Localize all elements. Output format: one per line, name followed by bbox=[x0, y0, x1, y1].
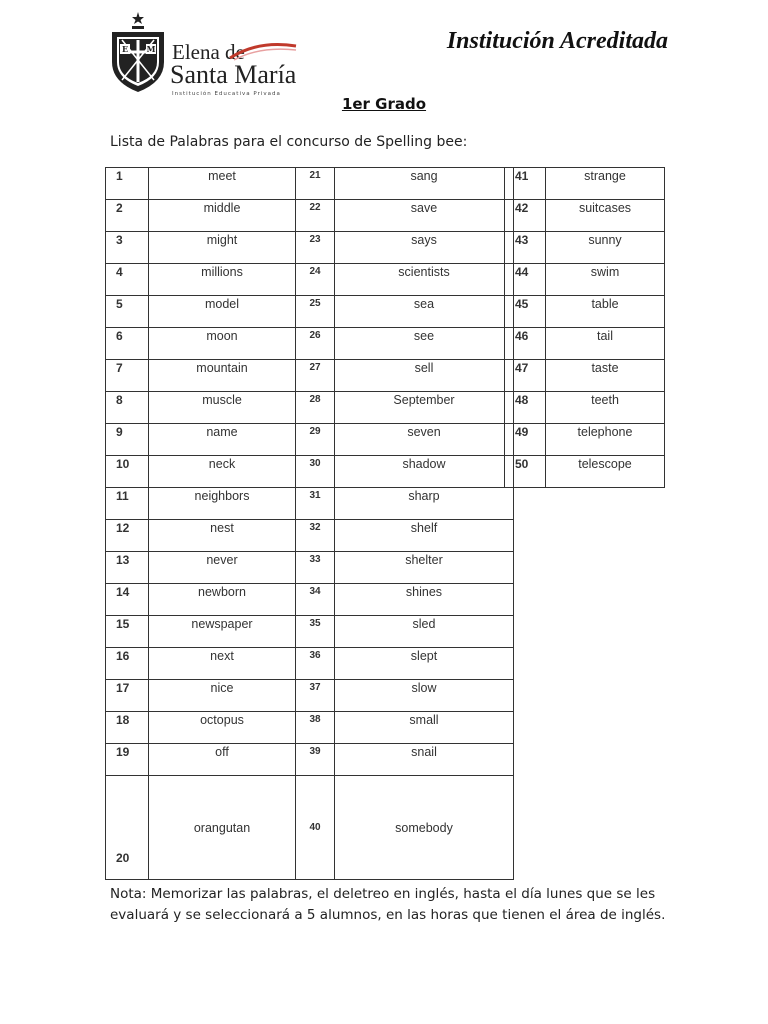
word-number: 25 bbox=[296, 296, 335, 328]
word-number: 23 bbox=[296, 232, 335, 264]
table-row bbox=[106, 680, 514, 712]
word-number: 40 bbox=[296, 776, 335, 880]
word-number: 29 bbox=[296, 424, 335, 456]
word-number: 9 bbox=[106, 424, 149, 456]
word-number: 16 bbox=[106, 648, 149, 680]
word-cell: shelter bbox=[335, 552, 514, 584]
table-row bbox=[106, 520, 514, 552]
intro-text: Lista de Palabras para el concurso de Spelling bee: bbox=[110, 134, 468, 150]
word-table-side bbox=[504, 167, 665, 488]
word-cell: seven bbox=[335, 424, 514, 456]
word-number: 42 bbox=[505, 200, 546, 232]
word-number: 2 bbox=[106, 200, 149, 232]
word-number: 18 bbox=[106, 712, 149, 744]
logo-swoosh-icon bbox=[228, 38, 298, 62]
word-number: 39 bbox=[296, 744, 335, 776]
word-cell: scientists bbox=[335, 264, 514, 296]
word-cell: taste bbox=[546, 360, 665, 392]
word-cell: sell bbox=[335, 360, 514, 392]
word-number: 21 bbox=[296, 168, 335, 200]
table-row bbox=[106, 360, 514, 392]
word-cell: mountain bbox=[149, 360, 296, 392]
word-cell: nice bbox=[149, 680, 296, 712]
svg-text:E: E bbox=[121, 44, 129, 54]
table-row bbox=[505, 360, 665, 392]
logo-name-line1: Elena de bbox=[172, 40, 245, 64]
word-cell: shelf bbox=[335, 520, 514, 552]
word-number: 1 bbox=[106, 168, 149, 200]
word-cell: small bbox=[335, 712, 514, 744]
word-number: 26 bbox=[296, 328, 335, 360]
word-cell: moon bbox=[149, 328, 296, 360]
word-cell: slept bbox=[335, 648, 514, 680]
table-row bbox=[106, 200, 514, 232]
word-number: 20 bbox=[106, 776, 149, 880]
word-cell: table bbox=[546, 296, 665, 328]
word-cell: might bbox=[149, 232, 296, 264]
word-number: 33 bbox=[296, 552, 335, 584]
word-cell: telephone bbox=[546, 424, 665, 456]
word-number: 28 bbox=[296, 392, 335, 424]
word-cell: September bbox=[335, 392, 514, 424]
note-text: Nota: Memorizar las palabras, el deletreo en inglés, hasta el día lunes que se les evaluará y se seleccionará a 5 alumnos, en las horas que tienen el área de inglés. bbox=[110, 886, 666, 923]
word-number: 4 bbox=[106, 264, 149, 296]
table-row bbox=[106, 264, 514, 296]
word-cell: name bbox=[149, 424, 296, 456]
word-cell: swim bbox=[546, 264, 665, 296]
school-logo bbox=[108, 10, 298, 97]
table-row bbox=[505, 200, 665, 232]
word-number: 49 bbox=[505, 424, 546, 456]
word-cell: meet bbox=[149, 168, 296, 200]
table-row bbox=[505, 456, 665, 488]
word-cell: middle bbox=[149, 200, 296, 232]
word-number: 31 bbox=[296, 488, 335, 520]
word-cell: never bbox=[149, 552, 296, 584]
word-number: 14 bbox=[106, 584, 149, 616]
word-number: 15 bbox=[106, 616, 149, 648]
table-row bbox=[106, 296, 514, 328]
word-cell: strange bbox=[546, 168, 665, 200]
word-number: 11 bbox=[106, 488, 149, 520]
table-row bbox=[106, 616, 514, 648]
word-cell: sang bbox=[335, 168, 514, 200]
table-row bbox=[505, 424, 665, 456]
word-number: 19 bbox=[106, 744, 149, 776]
word-cell: tail bbox=[546, 328, 665, 360]
word-cell: sled bbox=[335, 616, 514, 648]
logo-subtitle: Institución Educativa Privada bbox=[172, 91, 281, 97]
word-cell: teeth bbox=[546, 392, 665, 424]
word-number: 8 bbox=[106, 392, 149, 424]
word-number: 41 bbox=[505, 168, 546, 200]
table-row bbox=[106, 168, 514, 200]
table-row bbox=[106, 584, 514, 616]
word-number: 3 bbox=[106, 232, 149, 264]
word-number: 50 bbox=[505, 456, 546, 488]
word-cell: slow bbox=[335, 680, 514, 712]
table-row bbox=[505, 168, 665, 200]
word-number: 37 bbox=[296, 680, 335, 712]
word-cell: shines bbox=[335, 584, 514, 616]
word-cell: newspaper bbox=[149, 616, 296, 648]
word-cell: says bbox=[335, 232, 514, 264]
word-cell: neighbors bbox=[149, 488, 296, 520]
grade-title: 1er Grado bbox=[341, 95, 427, 113]
word-number: 36 bbox=[296, 648, 335, 680]
word-number: 46 bbox=[505, 328, 546, 360]
word-table-main-body bbox=[106, 168, 514, 880]
word-cell: shadow bbox=[335, 456, 514, 488]
word-cell: newborn bbox=[149, 584, 296, 616]
word-cell: next bbox=[149, 648, 296, 680]
word-cell: suitcases bbox=[546, 200, 665, 232]
word-number: 12 bbox=[106, 520, 149, 552]
word-number: 7 bbox=[106, 360, 149, 392]
table-row bbox=[106, 648, 514, 680]
word-cell: off bbox=[149, 744, 296, 776]
word-cell: sunny bbox=[546, 232, 665, 264]
word-cell: model bbox=[149, 296, 296, 328]
table-row bbox=[505, 296, 665, 328]
word-cell: see bbox=[335, 328, 514, 360]
word-cell: millions bbox=[149, 264, 296, 296]
word-number: 27 bbox=[296, 360, 335, 392]
word-table-side-body bbox=[505, 168, 665, 488]
word-cell: nest bbox=[149, 520, 296, 552]
table-row bbox=[505, 232, 665, 264]
institution-title: Institución Acreditada bbox=[446, 28, 668, 54]
word-cell: telescope bbox=[546, 456, 665, 488]
word-cell: neck bbox=[149, 456, 296, 488]
word-cell: snail bbox=[335, 744, 514, 776]
table-row bbox=[106, 456, 514, 488]
word-cell: sea bbox=[335, 296, 514, 328]
word-number: 34 bbox=[296, 584, 335, 616]
word-number: 22 bbox=[296, 200, 335, 232]
word-cell: save bbox=[335, 200, 514, 232]
word-number: 10 bbox=[106, 456, 149, 488]
table-row bbox=[106, 552, 514, 584]
word-cell: octopus bbox=[149, 712, 296, 744]
word-number: 45 bbox=[505, 296, 546, 328]
shield-crest-icon bbox=[108, 10, 168, 94]
word-number: 44 bbox=[505, 264, 546, 296]
word-cell: muscle bbox=[149, 392, 296, 424]
table-row bbox=[106, 712, 514, 744]
table-row bbox=[505, 328, 665, 360]
word-table-main bbox=[105, 167, 514, 880]
word-number: 47 bbox=[505, 360, 546, 392]
table-row bbox=[505, 264, 665, 296]
word-number: 24 bbox=[296, 264, 335, 296]
table-row bbox=[106, 776, 514, 880]
word-number: 17 bbox=[106, 680, 149, 712]
word-number: 30 bbox=[296, 456, 335, 488]
table-row bbox=[505, 392, 665, 424]
svg-text:M: M bbox=[146, 44, 156, 54]
word-number: 43 bbox=[505, 232, 546, 264]
table-row bbox=[106, 232, 514, 264]
word-cell: sharp bbox=[335, 488, 514, 520]
table-row bbox=[106, 328, 514, 360]
word-number: 35 bbox=[296, 616, 335, 648]
table-row bbox=[106, 488, 514, 520]
word-number: 5 bbox=[106, 296, 149, 328]
table-row bbox=[106, 392, 514, 424]
word-cell: somebody bbox=[335, 776, 514, 880]
word-cell: orangutan bbox=[149, 776, 296, 880]
table-row bbox=[106, 424, 514, 456]
logo-name-line2: Santa María bbox=[170, 60, 297, 89]
table-row bbox=[106, 744, 514, 776]
word-number: 6 bbox=[106, 328, 149, 360]
word-number: 32 bbox=[296, 520, 335, 552]
word-number: 38 bbox=[296, 712, 335, 744]
word-number: 48 bbox=[505, 392, 546, 424]
word-number: 13 bbox=[106, 552, 149, 584]
